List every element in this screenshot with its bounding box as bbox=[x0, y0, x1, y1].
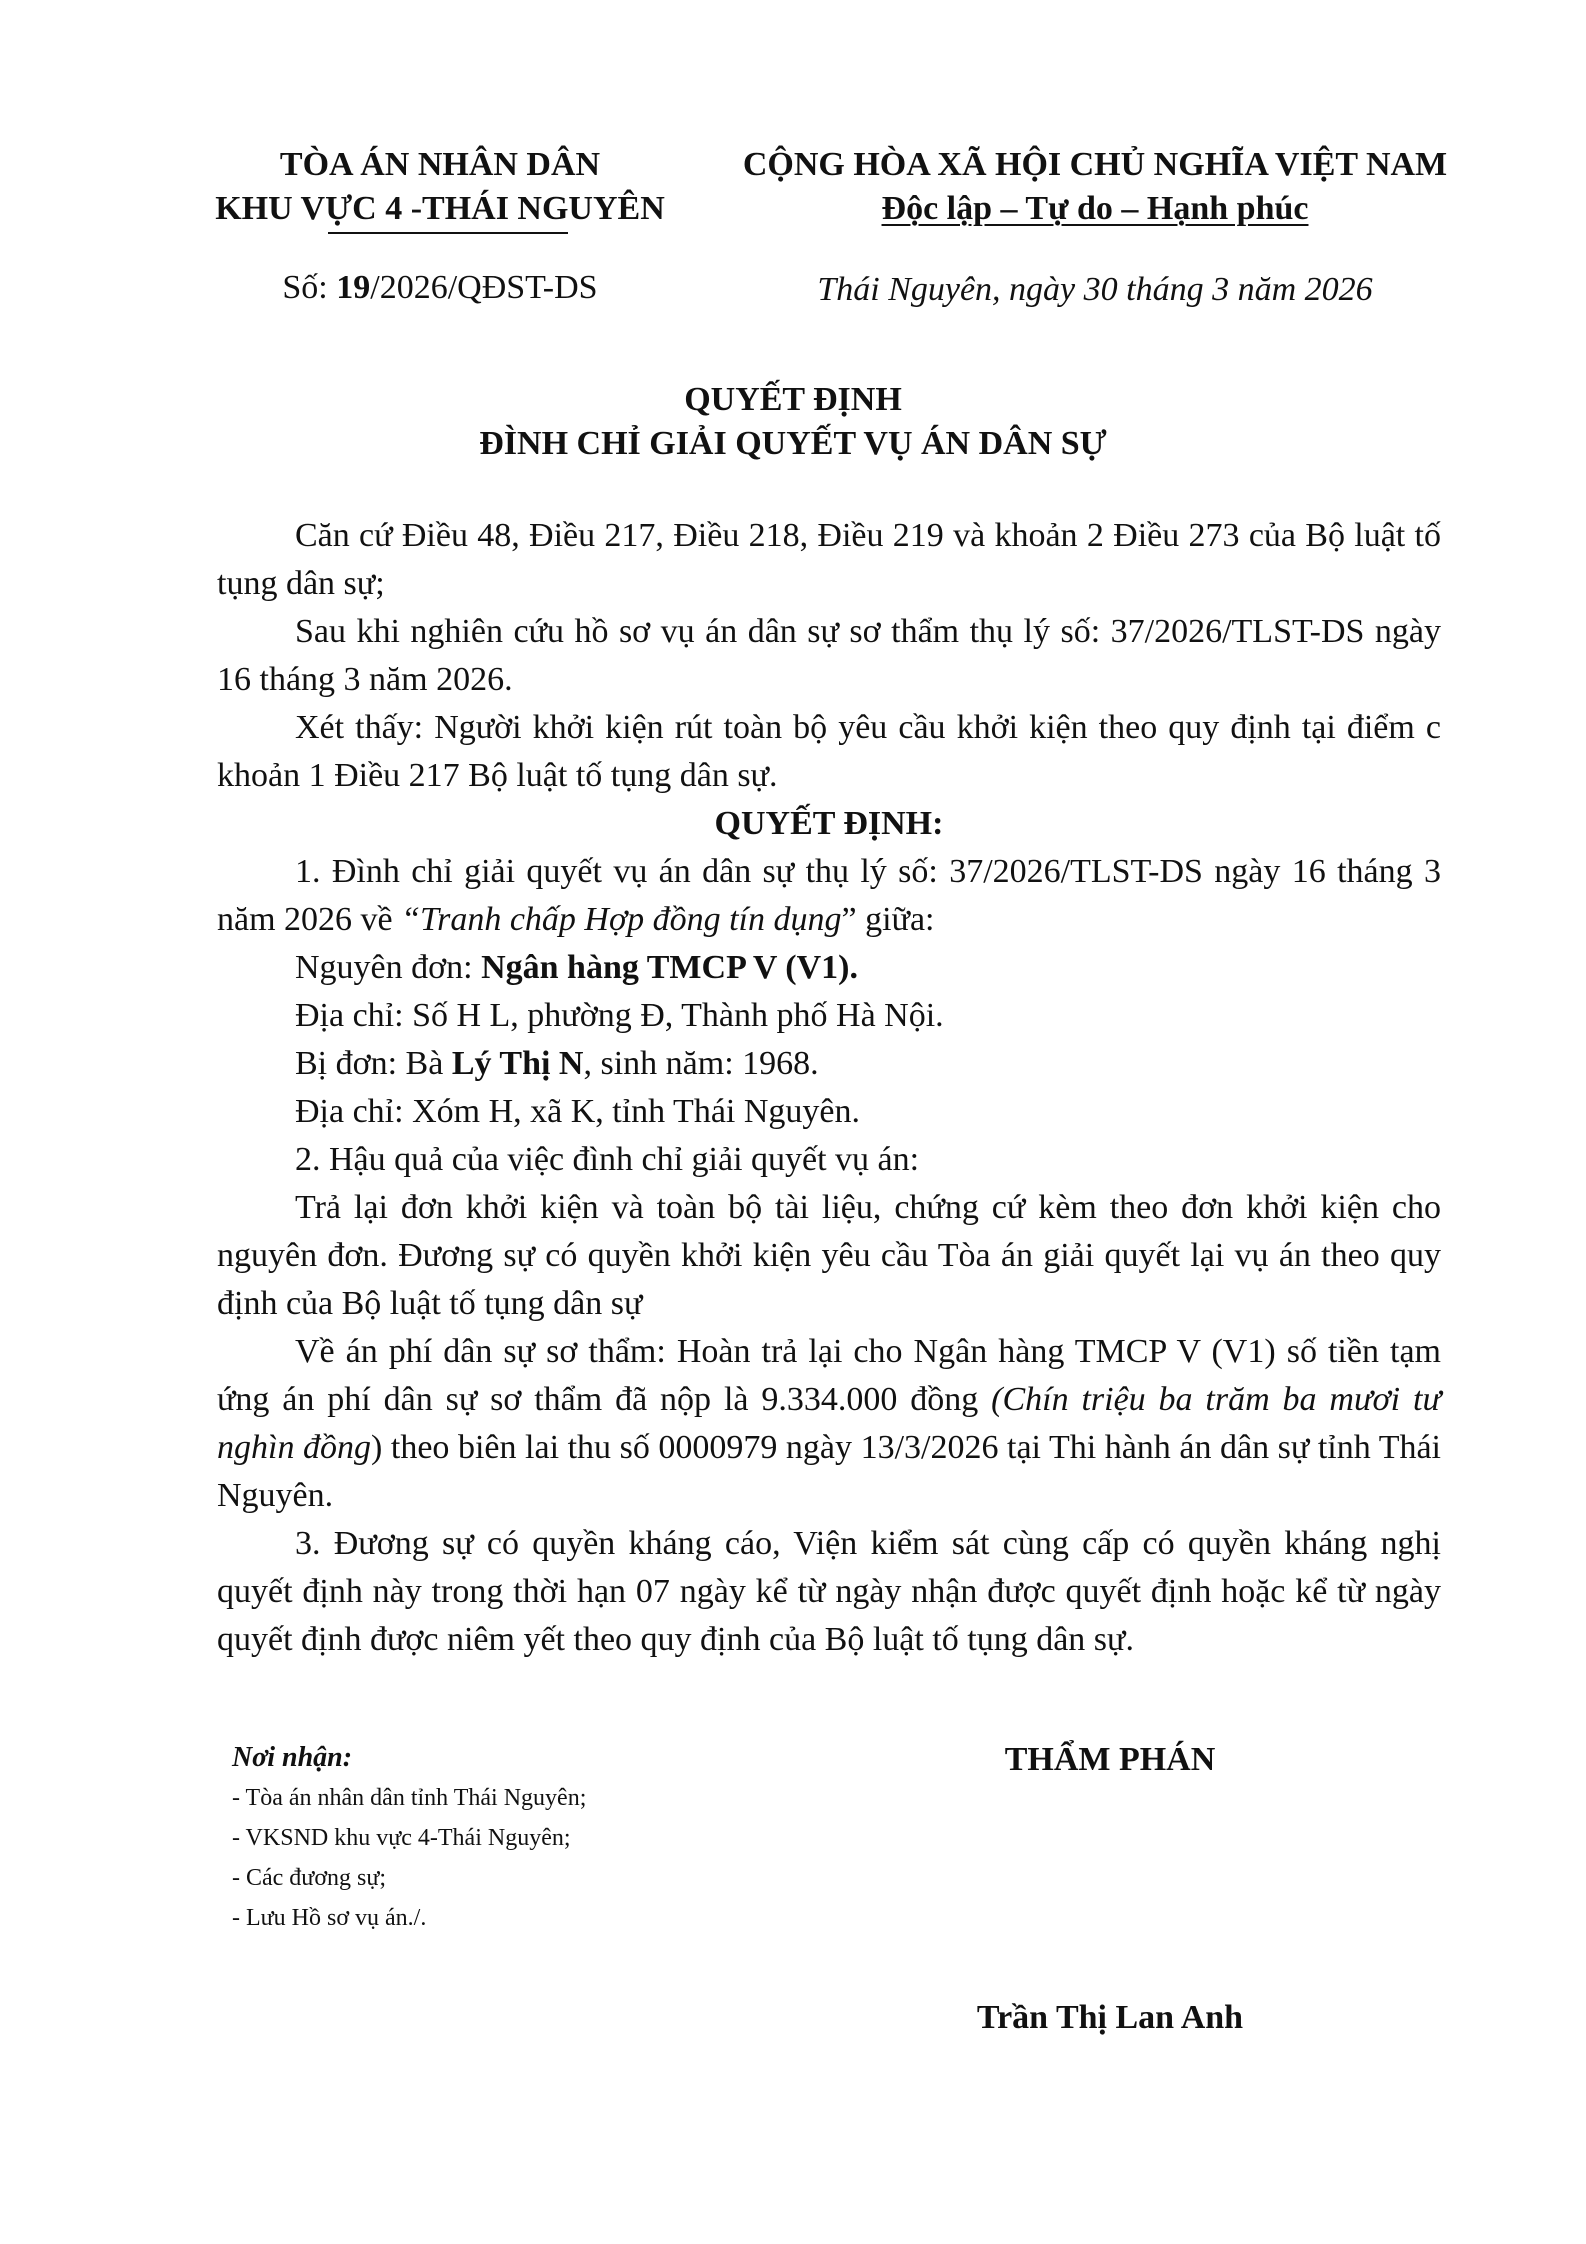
plaintiff-line: Nguyên đơn: Ngân hàng TMCP V (V1). bbox=[295, 949, 858, 986]
recipient-item: - Các đương sự; bbox=[232, 1865, 387, 1891]
document-body bbox=[217, 512, 1441, 1664]
defendant-line: Bị đơn: Bà Lý Thị N, sinh năm: 1968. bbox=[295, 1045, 819, 1082]
title-line2: ĐÌNH CHỈ GIẢI QUYẾT VỤ ÁN DÂN SỰ bbox=[479, 425, 1107, 462]
title-line1: QUYẾT ĐỊNH bbox=[684, 381, 902, 418]
signer-role: THẨM PHÁN bbox=[1004, 1741, 1216, 1778]
document-title bbox=[0, 378, 1586, 466]
decision-item-2-heading: 2. Hậu quả của việc đình chỉ giải quyết vụ án: bbox=[295, 1141, 920, 1178]
signer-name: Trần Thị Lan Anh bbox=[976, 1999, 1244, 2036]
decision-heading: QUYẾT ĐỊNH: bbox=[714, 805, 944, 842]
nation-header bbox=[715, 143, 1475, 231]
nation-name: CỘNG HÒA XÃ HỘI CHỦ NGHĨA VIỆT NAM bbox=[742, 146, 1448, 183]
place-date: Thái Nguyên, ngày 30 tháng 3 năm 2026 bbox=[817, 271, 1373, 308]
basis-paragraph-2: Sau khi nghiên cứu hồ sơ vụ án dân sự sơ thẩm thụ lý số: 37/2026/TLST-DS ngày 16 tháng 3 năm 2026. bbox=[217, 613, 1441, 698]
court-fee-paragraph: Về án phí dân sự sơ thẩm: Hoàn trả lại cho Ngân hàng TMCP V (V1) số tiền tạm ứng án phí dân sự sơ thẩm đã nộp là 9.334.000 đồng (Chín triệu ba trăm ba mươi tư nghìn đồng) theo biên lai thu số 0000979 ngày 13/3/2026 tại Thi hành án dân sự tỉnh Thái Nguyên. bbox=[217, 1333, 1441, 1514]
recipient-item: - Tòa án nhân dân tỉnh Thái Nguyên; bbox=[232, 1785, 587, 1811]
decision-item-3: 3. Đương sự có quyền kháng cáo, Viện kiểm sát cùng cấp có quyền kháng nghị quyết định này trong thời hạn 07 ngày kể từ ngày nhận được quyết định hoặc kể từ ngày quyết định được niêm yết theo quy định của Bộ luật tố tụng dân sự. bbox=[217, 1525, 1441, 1658]
recipient-item: - VKSND khu vực 4-Thái Nguyên; bbox=[232, 1825, 571, 1851]
court-name-line1: TÒA ÁN NHÂN DÂN bbox=[279, 146, 601, 183]
plaintiff-address: Địa chỉ: Số H L, phường Đ, Thành phố Hà Nội. bbox=[295, 997, 944, 1034]
basis-paragraph-3: Xét thấy: Người khởi kiện rút toàn bộ yêu cầu khởi kiện theo quy định tại điểm c khoản 1 Điều 217 Bộ luật tố tụng dân sự. bbox=[217, 709, 1441, 794]
recipient-item: - Lưu Hồ sơ vụ án./. bbox=[232, 1905, 427, 1931]
recipients-title: Nơi nhận: bbox=[232, 1742, 353, 1773]
court-header bbox=[200, 143, 680, 231]
defendant-address: Địa chỉ: Xóm H, xã K, tỉnh Thái Nguyên. bbox=[295, 1093, 861, 1130]
decision-item-1: 1. Đình chỉ giải quyết vụ án dân sự thụ lý số: 37/2026/TLST-DS ngày 16 tháng 3 năm 2026 về “Tranh chấp Hợp đồng tín dụng” giữa: bbox=[217, 853, 1441, 938]
recipients-block bbox=[232, 1738, 872, 1938]
court-header-divider bbox=[328, 232, 568, 234]
document-number: Số: 19/2026/QĐST-DS bbox=[282, 269, 598, 306]
basis-paragraph-1: Căn cứ Điều 48, Điều 217, Điều 218, Điều 219 và khoản 2 Điều 273 của Bộ luật tố tụng dân sự; bbox=[217, 517, 1441, 602]
court-name-line2: KHU VỰC 4 -THÁI NGUYÊN bbox=[215, 190, 665, 227]
consequence-paragraph: Trả lại đơn khởi kiện và toàn bộ tài liệu, chứng cứ kèm theo đơn khởi kiện cho nguyên đơn. Đương sự có quyền khởi kiện yêu cầu Tòa án giải quyết lại vụ án theo quy định của Bộ luật tố tụng dân sự bbox=[217, 1189, 1441, 1322]
nation-motto: Độc lập – Tự do – Hạnh phúc bbox=[881, 190, 1309, 227]
